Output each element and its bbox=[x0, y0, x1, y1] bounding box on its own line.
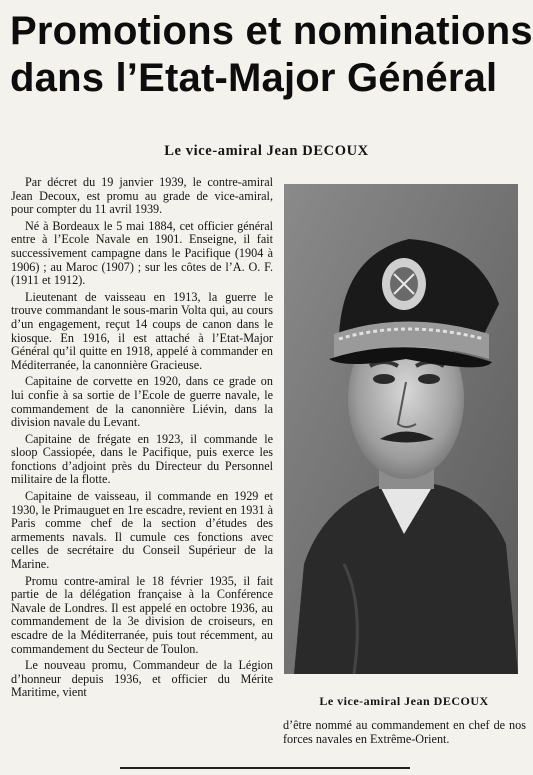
portrait-photo bbox=[284, 184, 518, 674]
paragraph-6: Capitaine de vaisseau, il commande en 1929 et 1930, le Primauguet en 1re escadre, revient en 1931 à Paris comme chef de la section d’études des armements navals. Il cumule ces fonctions avec celles de secrétaire du Conseil Supérieur de la Marine. bbox=[11, 489, 273, 572]
paragraph-1: Par décret du 19 janvier 1939, le contre-amiral Jean Decoux, est promu au grade de vice-amiral, pour compter du 11 avril 1939. bbox=[11, 175, 273, 217]
paragraph-2: Né à Bordeaux le 5 mai 1884, cet officier général entre à l’Ecole Navale en 1901. Enseigne, il fait successivement campagne dans le Pacifique (1904 à 1906) ; au Maroc (1907) ; sur les côtes de l’A. O. F. (1911 et 1912). bbox=[11, 218, 273, 288]
article-continuation: d’être nommé au commandement en chef de nos forces navales en Extrême-Orient. bbox=[283, 718, 526, 746]
paragraph-3: Lieutenant de vaisseau en 1913, la guerre le trouve commandant le sous-marin Volta qui, au cours d’un engagement, reçut 14 coups de canon dans le kiosque. En 1916, il est attaché à l’Etat-Major Général qu’il quitte en 1918, appelé à commander en Méditerranée, la canonnière Gracieuse. bbox=[11, 289, 273, 372]
headline-line-2: dans l’Etat-Major Général bbox=[10, 56, 498, 100]
paragraph-4: Capitaine de corvette en 1920, dans ce grade on lui confie à sa sortie de l’Ecole de guerre navale, le commandement de la canonnière Liévin, dans la division navale du Levant. bbox=[11, 374, 273, 430]
paragraph-8: Le nouveau promu, Commandeur de la Légion d’honneur depuis 1936, et officier du Mérite Maritime, vient bbox=[11, 658, 273, 700]
paragraph-7: Promu contre-amiral le 18 février 1935, il fait partie de la délégation française à la Conférence Navale de Londres. Il est appelé en octobre 1936, au commandement de la 3e division de croiseurs, en escadre de la Méditerranée, puis tout récemment, au commandement du Secteur de Toulon. bbox=[11, 573, 273, 656]
headline-line-1: Promotions et nominations bbox=[10, 9, 533, 53]
article-subhead: Le vice-amiral Jean DECOUX bbox=[164, 143, 369, 159]
headline bbox=[10, 8, 533, 102]
bottom-rule bbox=[120, 767, 410, 769]
paragraph-5: Capitaine de frégate en 1923, il commande le sloop Cassiopée, dans le Pacifique, puis exerce les fonctions d’adjoint près du Directeur du Personnel militaire de la flotte. bbox=[11, 431, 273, 487]
portrait-illustration bbox=[284, 184, 518, 674]
photo-caption: Le vice-amiral Jean DECOUX bbox=[319, 694, 489, 708]
article-body-left-column bbox=[11, 176, 273, 703]
